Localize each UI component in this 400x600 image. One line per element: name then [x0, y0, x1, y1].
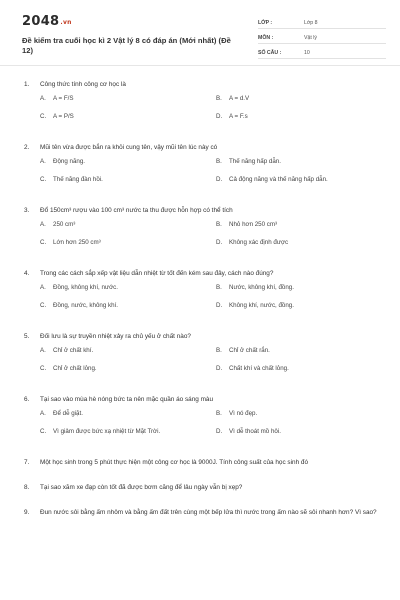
- answer-options: [40, 410, 380, 436]
- answer-option[interactable]: [40, 347, 216, 355]
- option-text: A = P/S: [53, 113, 74, 120]
- option-letter: B.: [216, 95, 222, 102]
- answer-option[interactable]: [216, 176, 392, 184]
- option-text: Không xác định được: [229, 239, 289, 246]
- option-text: A = F/S: [53, 95, 74, 102]
- option-letter: D.: [216, 365, 223, 372]
- question-text: Đổ 150cm³ rượu vào 100 cm³ nước ta thu được hỗn hợp có thể tích: [40, 207, 233, 214]
- option-text: 250 cm³: [53, 221, 76, 228]
- option-letter: A.: [40, 284, 46, 291]
- question-number: 5.: [24, 333, 30, 340]
- answer-option[interactable]: [216, 158, 392, 166]
- option-letter: D.: [216, 428, 223, 435]
- option-text: Vì giảm được bức xạ nhiệt từ Mặt Trời.: [53, 428, 161, 435]
- option-letter: A.: [40, 95, 46, 102]
- answer-option[interactable]: [40, 176, 216, 184]
- option-text: Vì dễ thoát mồ hôi.: [229, 428, 281, 435]
- question-text: Đun nước sôi bằng ấm nhôm và bằng ấm đất trên cùng một bếp lửa thì nước trong ấm nào sẽ sôi nhanh hơn? Vì sao?: [40, 509, 377, 516]
- answer-option[interactable]: [40, 158, 216, 166]
- question-text: Mũi tên vừa được bắn ra khỏi cung tên, vậy mũi tên lúc này có: [40, 144, 218, 151]
- question-item: [24, 206, 380, 247]
- question-number: 2.: [24, 144, 30, 151]
- answer-option[interactable]: [40, 284, 216, 292]
- option-letter: A.: [40, 347, 46, 354]
- option-text: Thế năng hấp dẫn.: [229, 158, 281, 165]
- option-text: Đồng, không khí, nước.: [53, 284, 118, 291]
- question-line: [24, 332, 380, 341]
- answer-option[interactable]: [40, 95, 216, 103]
- answer-option[interactable]: [216, 221, 392, 229]
- option-letter: A.: [40, 410, 46, 417]
- option-letter: C.: [40, 239, 47, 246]
- meta-value: 10: [304, 50, 310, 56]
- answer-option[interactable]: [40, 428, 216, 436]
- question-item: [24, 143, 380, 184]
- question-number: 6.: [24, 396, 30, 403]
- question-item: [24, 483, 380, 492]
- answer-options: [40, 158, 380, 184]
- logo-suffix: .vn: [60, 19, 72, 26]
- option-letter: A.: [40, 221, 46, 228]
- header-divider: [0, 65, 400, 66]
- question-text: Tại sao xăm xe đạp còn tốt đã được bơm căng để lâu ngày vẫn bị xẹp?: [40, 484, 243, 491]
- question-list: [24, 80, 380, 517]
- question-number: 9.: [24, 509, 30, 516]
- option-text: Nước, không khí, đồng.: [229, 284, 294, 291]
- answer-option[interactable]: [40, 221, 216, 229]
- answer-option[interactable]: [216, 365, 392, 373]
- answer-option[interactable]: [40, 113, 216, 121]
- answer-option[interactable]: [40, 239, 216, 247]
- question-number: 1.: [24, 81, 30, 88]
- question-text: Đối lưu là sự truyền nhiệt xảy ra chủ yếu ở chất nào?: [40, 333, 191, 340]
- question-item: [24, 508, 380, 517]
- option-text: Thế năng đàn hồi.: [53, 176, 103, 183]
- option-letter: C.: [40, 428, 47, 435]
- question-line: [24, 458, 380, 467]
- answer-options: [40, 284, 380, 310]
- option-text: Cả động năng và thế năng hấp dẫn.: [229, 176, 328, 183]
- answer-option[interactable]: [216, 113, 392, 121]
- document-header: [22, 14, 382, 64]
- answer-options: [40, 347, 380, 373]
- option-text: Đồng, nước, không khí.: [53, 302, 118, 309]
- question-text: Tại sao vào mùa hè nóng bức ta nên mặc quần áo sáng màu: [40, 396, 214, 403]
- option-text: Chỉ ở chất rắn.: [229, 347, 270, 354]
- option-text: Động năng.: [53, 158, 85, 165]
- option-letter: C.: [40, 176, 47, 183]
- option-letter: C.: [40, 302, 47, 309]
- logo-main: 2048: [22, 14, 60, 29]
- option-letter: C.: [40, 113, 47, 120]
- question-number: 3.: [24, 207, 30, 214]
- question-line: [24, 269, 380, 278]
- answer-option[interactable]: [40, 365, 216, 373]
- meta-row-count: [258, 46, 386, 59]
- question-number: 8.: [24, 484, 30, 491]
- meta-label: LỚP :: [258, 20, 273, 26]
- option-letter: C.: [40, 365, 47, 372]
- answer-option[interactable]: [216, 410, 392, 418]
- option-text: Không khí, nước, đồng.: [229, 302, 294, 309]
- option-letter: A.: [40, 158, 46, 165]
- question-item: [24, 395, 380, 436]
- question-line: [24, 508, 380, 517]
- option-letter: B.: [216, 284, 222, 291]
- question-item: [24, 80, 380, 121]
- answer-option[interactable]: [216, 428, 392, 436]
- answer-option[interactable]: [216, 347, 392, 355]
- option-text: Chỉ ở chất lỏng.: [53, 365, 97, 372]
- option-text: A = F.s: [229, 113, 248, 120]
- question-line: [24, 206, 380, 215]
- question-item: [24, 458, 380, 467]
- answer-option[interactable]: [216, 284, 392, 292]
- option-text: Để dễ giặt.: [53, 410, 83, 417]
- site-logo[interactable]: [22, 14, 72, 29]
- option-letter: B.: [216, 410, 222, 417]
- answer-option[interactable]: [40, 302, 216, 310]
- option-text: Lớn hơn 250 cm³: [53, 239, 101, 246]
- question-line: [24, 483, 380, 492]
- meta-value: Vật lý: [304, 35, 317, 41]
- option-letter: D.: [216, 302, 223, 309]
- meta-row-subject: [258, 31, 386, 44]
- question-item: [24, 269, 380, 310]
- option-text: Chỉ ở chất khí.: [53, 347, 94, 354]
- option-text: Chất khí và chất lỏng.: [229, 365, 289, 372]
- question-text: Một học sinh trong 5 phút thực hiện một công cơ học là 9000J. Tính công suất của học sinh đó: [40, 459, 309, 466]
- option-letter: B.: [216, 158, 222, 165]
- answer-options: [40, 221, 380, 247]
- answer-option[interactable]: [216, 302, 392, 310]
- question-line: [24, 395, 380, 404]
- option-letter: D.: [216, 113, 223, 120]
- question-item: [24, 332, 380, 373]
- meta-label: MÔN :: [258, 35, 274, 41]
- question-text: Công thức tính công cơ học là: [40, 81, 126, 88]
- option-letter: B.: [216, 221, 222, 228]
- answer-option[interactable]: [216, 239, 392, 247]
- document-title: Đề kiểm tra cuối học kì 2 Vật lý 8 có đáp án (Mới nhất) (Đề 12): [22, 36, 231, 55]
- meta-table: [258, 16, 386, 61]
- option-text: A = d.V: [229, 95, 250, 102]
- answer-option[interactable]: [40, 410, 216, 418]
- option-text: Vì nó đẹp.: [229, 410, 258, 417]
- option-text: Nhỏ hơn 250 cm³: [229, 221, 278, 228]
- meta-row-class: [258, 16, 386, 29]
- answer-option[interactable]: [216, 95, 392, 103]
- question-line: [24, 80, 380, 89]
- option-letter: D.: [216, 239, 223, 246]
- question-number: 7.: [24, 459, 30, 466]
- meta-value: Lớp 8: [304, 20, 318, 26]
- question-text: Trong các cách sắp xếp vật liệu dẫn nhiệt từ tốt đến kém sau đây, cách nào đúng?: [40, 270, 274, 277]
- answer-options: [40, 95, 380, 121]
- meta-label: SỐ CÂU :: [258, 50, 282, 56]
- question-number: 4.: [24, 270, 30, 277]
- option-letter: B.: [216, 347, 222, 354]
- option-letter: D.: [216, 176, 223, 183]
- question-line: [24, 143, 380, 152]
